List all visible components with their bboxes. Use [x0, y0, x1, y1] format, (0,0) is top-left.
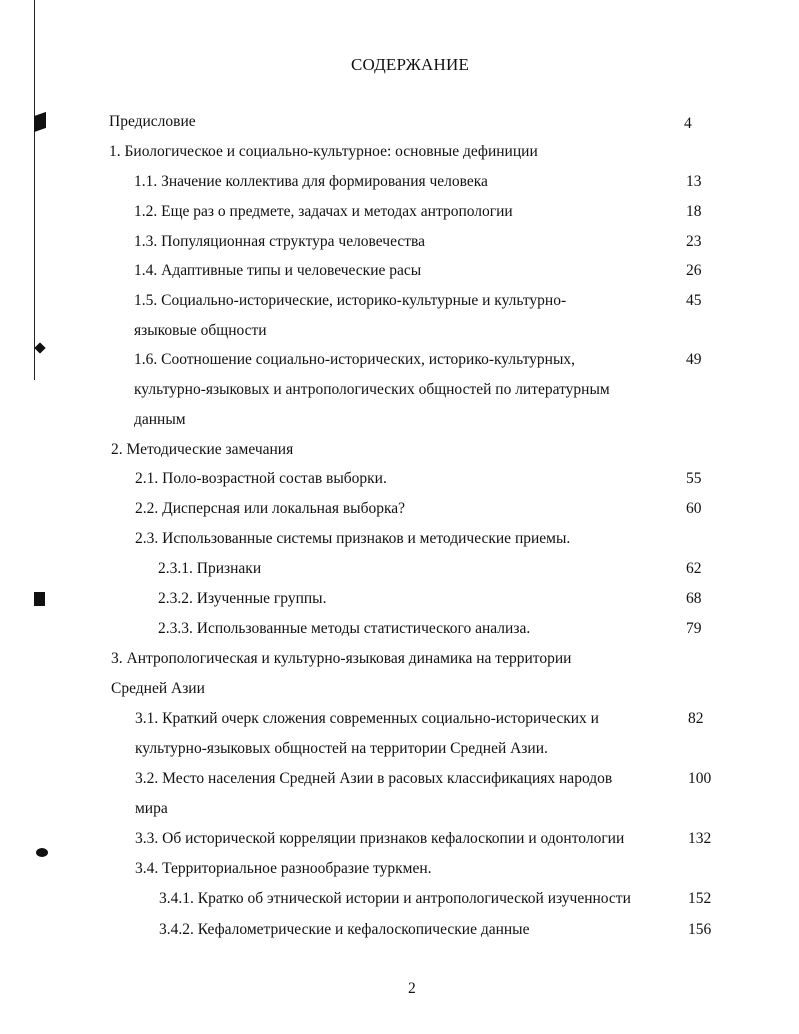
- toc-entry: 1.1. Значение коллектива для формирования человека: [134, 173, 488, 190]
- toc-page-number: 23: [686, 233, 702, 250]
- toc-entry: 3.4. Территориальное разнообразие туркмен.: [135, 860, 432, 877]
- scan-blot: [34, 592, 45, 606]
- toc-entry: 2. Методические замечания: [111, 441, 294, 458]
- page-title: СОДЕРЖАНИЕ: [350, 55, 470, 74]
- toc-entry-continuation: мира: [135, 800, 168, 817]
- toc-page-number: 18: [686, 203, 702, 220]
- toc-entry-continuation: данным: [134, 411, 186, 428]
- scan-blot: [34, 342, 45, 353]
- toc-page-number: 79: [686, 620, 702, 637]
- toc-entry: 2.1. Поло-возрастной состав выборки.: [135, 470, 387, 487]
- toc-entry: 1.4. Адаптивные типы и человеческие расы: [134, 262, 422, 279]
- toc-page-number: 26: [686, 262, 702, 279]
- toc-entry: 2.2. Дисперсная или локальная выборка?: [135, 500, 406, 517]
- toc-page-number: 152: [688, 890, 712, 907]
- toc-entry: 3. Антропологическая и культурно-языковая динамика на территории: [111, 650, 572, 667]
- toc-entry: Предисловие: [109, 113, 196, 130]
- toc-entry: 1. Биологическое и социально-культурное: основные дефиниции: [109, 143, 538, 160]
- toc-entry: 3.3. Об исторической корреляции признаков кефалоскопии и одонтологии: [135, 830, 625, 847]
- toc-entry: 2.3. Использованные системы признаков и методические приемы.: [135, 530, 571, 547]
- toc-entry: 2.3.2. Изученные группы.: [158, 590, 327, 607]
- scan-blot: [34, 112, 46, 132]
- toc-entry: 2.3.3. Использованные методы статистического анализа.: [158, 620, 531, 637]
- toc-page-number: 4: [684, 115, 692, 132]
- toc-entry: 3.2. Место населения Средней Азии в расовых классификациях народов: [135, 770, 613, 787]
- toc-entry-continuation: культурно-языковых общностей на территории Средней Азии.: [135, 740, 548, 757]
- toc-entry: 1.3. Популяционная структура человечества: [134, 233, 425, 250]
- toc-entry-continuation: культурно-языковых и антропологических общностей по литературным: [134, 381, 610, 398]
- toc-page-number: 60: [686, 500, 702, 517]
- toc-entry: 3.1. Краткий очерк сложения современных социально-исторических и: [135, 710, 599, 727]
- toc-page-number: 49: [686, 351, 702, 368]
- toc-entry-continuation: языковые общности: [134, 322, 267, 339]
- toc-entry-continuation: Средней Азии: [111, 680, 205, 697]
- toc-entry: 1.6. Соотношение социально-исторических, историко-культурных,: [134, 351, 575, 368]
- toc-page-number: 68: [686, 590, 702, 607]
- toc-entry: 3.4.2. Кефалометрические и кефалоскопические данные: [159, 921, 530, 938]
- toc-page-number: 45: [686, 292, 702, 309]
- toc-page-number: 13: [686, 173, 702, 190]
- toc-entry: 2.3.1. Признаки: [158, 560, 262, 577]
- toc-page-number: 100: [688, 770, 712, 787]
- toc-page-number: 82: [688, 710, 704, 727]
- toc-page-number: 62: [686, 560, 702, 577]
- toc-page-number: 132: [688, 830, 712, 847]
- toc-page-number: 55: [686, 470, 702, 487]
- scan-blot: [36, 848, 48, 857]
- toc-page-number: 156: [688, 921, 712, 938]
- toc-entry: 3.4.1. Кратко об этнической истории и антропологической изученности: [159, 890, 631, 907]
- toc-entry: 1.2. Еще раз о предмете, задачах и методах антропологии: [134, 203, 513, 220]
- page-number: 2: [408, 980, 416, 997]
- toc-entry: 1.5. Социально-исторические, историко-культурные и культурно-: [134, 292, 567, 309]
